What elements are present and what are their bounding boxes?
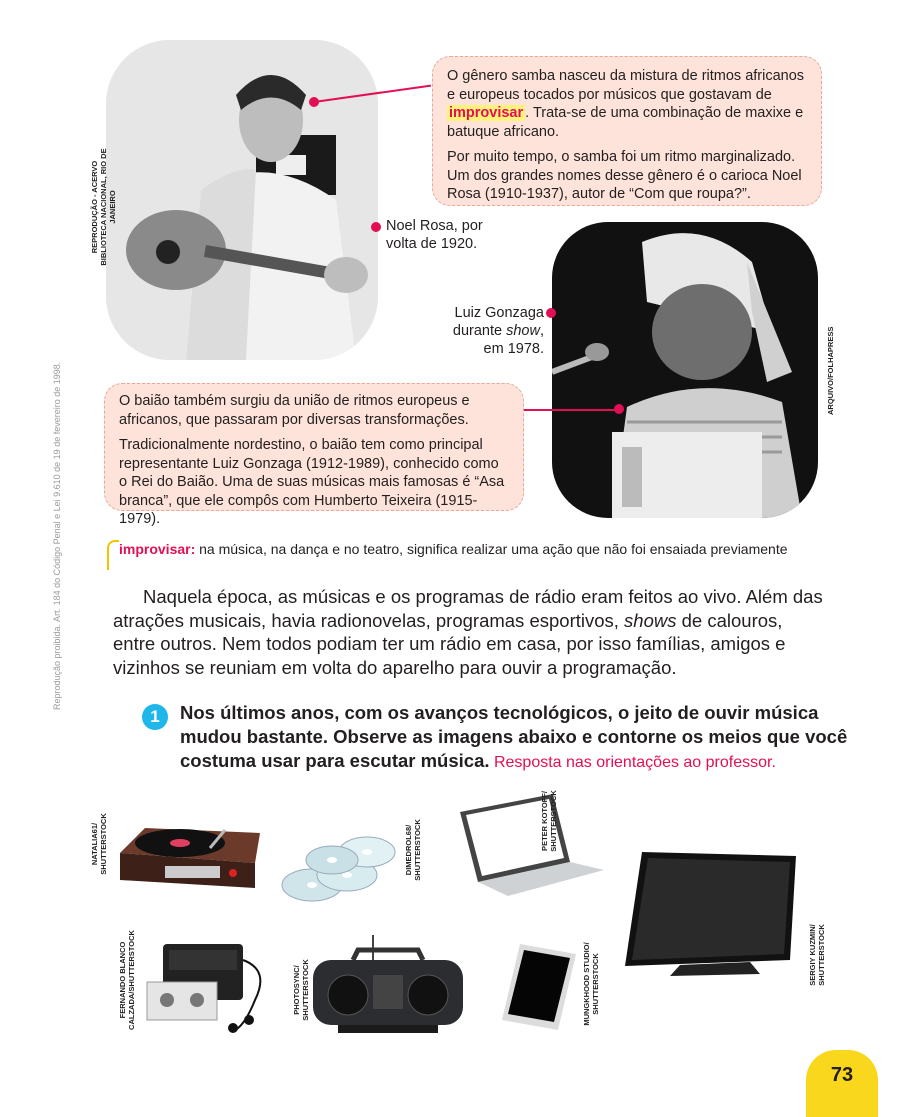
walkman-credit: FERNANDO BLANCO CALZADA/SHUTTERSTOCK [118,930,136,1030]
noel-photo-credit: REPRODUÇÃO - ACERVO BIBLIOTECA NACIONAL, RIO DE JANEIRO [90,148,117,266]
question-answer-note: Resposta nas orientações ao professor. [489,754,776,771]
gonzaga-caption-pin [546,308,556,318]
body-paragraph: Naquela época, as músicas e os programas de rádio eram feitos ao vivo. Além das atrações musicais, havia radionovelas, programas esportivos, shows de calouros, entre outros. Nem todos podiam ter um rádio em casa, por isso famílias, amigos e vizinhos se reuniam em volta do aparelho para ouvir a programação. [113,586,823,678]
record-player-icon [115,808,265,896]
page-number: 73 [806,1050,878,1117]
laptop-icon [458,792,606,898]
record-player-image[interactable] [115,808,265,896]
cds-credit: DIMEDROL68/ SHUTTERSTOCK [404,819,422,881]
baiao-connector-line [524,409,619,411]
radio-image[interactable] [308,935,468,1035]
smartphone-icon [500,942,580,1032]
laptop-image[interactable] [458,792,606,898]
legal-notice: Reprodução proibida. Art. 184 do Código Penal e Lei 9.610 de 19 de fevereiro de 1998. [52,361,62,710]
tv-image[interactable] [620,848,798,978]
noel-caption-pin [371,222,381,232]
baiao-connector-pin [614,404,624,414]
gonzaga-caption: Luiz Gonzaga durante show, em 1978. [452,305,544,357]
noel-rosa-photo [106,40,378,360]
samba-info-box [432,56,822,206]
cds-image[interactable] [272,830,402,910]
smartphone-credit: MUNGKHOOD STUDIO/ SHUTTERSTOCK [582,942,600,1026]
samba-paragraph-1: O gênero samba nasceu da mistura de ritmos africanos e europeus tocados por músicos que gostavam de improvisar . Trata-se de uma combinação de maxixe e batuque africano. [447,68,805,140]
tv-icon [620,848,798,978]
smartphone-image[interactable] [500,942,580,1032]
noel-rosa-photo-art [106,40,378,360]
record-player-credit: NATALIA61/ SHUTTERSTOCK [90,813,108,875]
glossary-entry [113,540,788,558]
radio-icon [308,935,468,1035]
baiao-info-box [104,383,524,527]
glossary-term: improvisar: [119,541,196,557]
radio-credit: PHOTOSYNC/ SHUTTERSTOCK [292,959,310,1021]
question-number-badge: 1 [142,704,168,730]
question-text: Nos últimos anos, com os avanços tecnológicos, o jeito de ouvir música mudou bastante. Observe as imagens abaixo e contorne os meios que você costuma usar para escutar música. Resposta nas orientações ao professor. [180,702,848,771]
baiao-paragraph-1: O baião também surgiu da união de ritmos europeus e africanos, que passaram por diversas transformações. [119,393,470,428]
walkman-icon [145,940,273,1036]
cds-icon [272,830,402,910]
baiao-paragraph-2: Tradicionalmente nordestino, o baião tem como principal representante Luiz Gonzaga (1912-1989), conhecido como o Rei do Baião. Uma de suas músicas mais famosas é “Asa branca”, que ele compôs com Humberto Teixeira (1915-1979). [119,437,505,527]
noel-caption: Noel Rosa, por volta de 1920. [386,218,483,252]
luiz-gonzaga-photo-art [552,222,818,518]
walkman-image[interactable] [145,940,273,1036]
laptop-credit: PETER KOTOFF/ SHUTTERSTOCK [540,790,558,852]
tv-credit: SERGIY KUZMIN/ SHUTTERSTOCK [808,924,826,986]
highlight-improvisar: improvisar [449,105,524,121]
gonzaga-photo-credit: ARQUIVO/FOLHAPRESS [826,326,835,415]
samba-paragraph-2: Por muito tempo, o samba foi um ritmo marginalizado. Um dos grandes nomes desse gênero é o carioca Noel Rosa (1910-1937), autor de “Com que roupa?”. [447,149,802,202]
glossary-definition: na música, na dança e no teatro, significa realizar uma ação que não foi ensaiada previamente [195,541,788,557]
luiz-gonzaga-photo [552,222,818,518]
glossary-marker [107,540,119,570]
